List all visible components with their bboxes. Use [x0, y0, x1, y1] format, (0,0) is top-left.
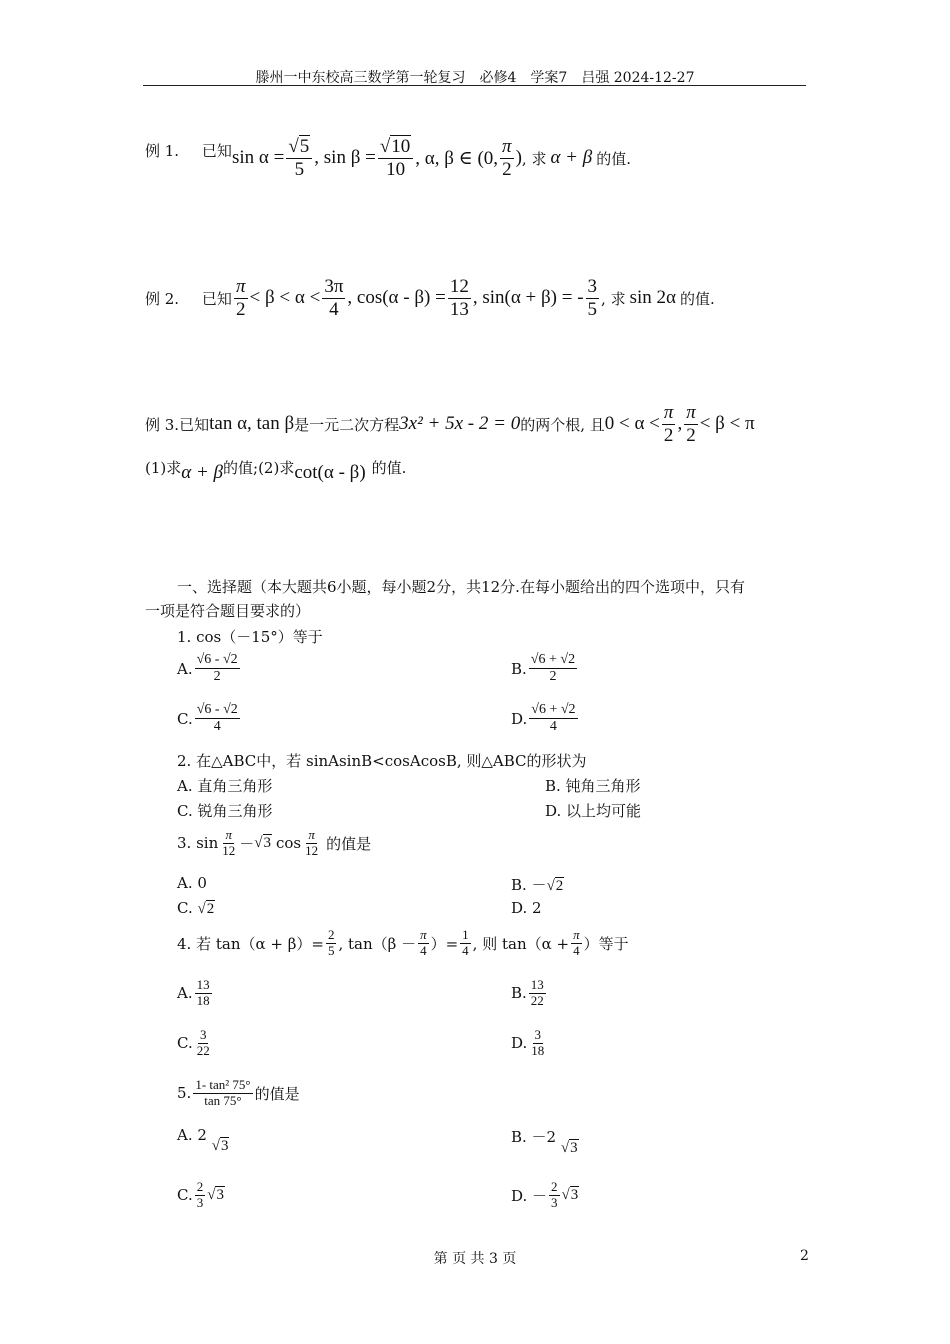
frac-num: π: [573, 927, 580, 942]
frac-den: 5: [294, 158, 305, 180]
option-label: C.: [177, 1186, 193, 1205]
frac-den: 2: [663, 424, 674, 446]
radicand: 3: [263, 834, 271, 851]
q5-option-b: B. －2 √3: [511, 1128, 578, 1156]
is-roots-text: 是一元二次方程: [294, 415, 400, 434]
frac-den: 18: [196, 992, 210, 1008]
target-expr: α + β: [181, 462, 224, 483]
radicand: 3: [220, 1138, 229, 1154]
example-label: 例 1.: [145, 142, 180, 160]
option-label: B. －2: [511, 1128, 557, 1146]
frac-den: 12: [222, 842, 236, 858]
stem-text: 的值是: [326, 834, 372, 853]
question-3-stem: 3. sin $\frac{\pi}{12}$ － √3 cos $\frac{\pi}{12}$ 的值是: [177, 827, 372, 858]
frac-num: 6 + √2: [538, 652, 576, 667]
question-text: (1)求: [145, 458, 182, 477]
frac-den: tan 75°: [204, 1092, 242, 1108]
formula-part: , cos(α - β) =: [347, 287, 446, 309]
formula-part: < β < α <: [249, 287, 321, 309]
formula-part: , sin β =: [314, 147, 376, 169]
q4-option-d: [511, 1028, 548, 1059]
frac-num: 3π: [324, 276, 344, 297]
frac-num: 3: [587, 276, 598, 297]
frac-den: 5: [587, 298, 598, 320]
option-label: C.: [177, 709, 193, 728]
page-header: 滕州一中东校高三数学第一轮复习 必修4 学案7 吕强 2024-12-27: [255, 70, 695, 86]
option-label: C.: [177, 1034, 193, 1053]
target-expr: sin 2α: [629, 287, 676, 309]
page-footer: 第 页 共 3 页: [433, 1251, 517, 1267]
stem-text: 5.: [177, 1084, 192, 1103]
frac-num: π: [236, 276, 246, 297]
q3-option-c: C. √2: [177, 899, 215, 917]
stem-text: 4. 若 tan（α + β）=: [177, 934, 324, 953]
example-1-formula: sin α = $\frac{√5}{5}$ , sin β = $\frac{√10}{10}$ , α, β ∈ (0, $\frac{\pi}{2}$ ) , 求 α + β 的值.: [232, 136, 631, 180]
frac-den: 2: [213, 669, 221, 685]
formula-part: , α, β ∈ (0,: [415, 147, 499, 169]
stem-text: 的值是: [254, 1084, 300, 1103]
frac-num: 3: [534, 1027, 542, 1042]
header-rule: [143, 85, 806, 86]
q3-option-a: A. 0: [177, 874, 207, 892]
option-label: B.: [511, 659, 527, 678]
frac-den: 2: [549, 669, 557, 685]
frac-den: 4: [549, 719, 557, 735]
stem-text: cos: [276, 834, 302, 853]
frac-den: 18: [531, 1042, 545, 1058]
frac-num: 2: [196, 1179, 204, 1194]
frac-num: 13: [530, 977, 544, 992]
frac-den: 2: [502, 158, 512, 180]
frac-den: 2: [236, 298, 246, 320]
example-3: [145, 402, 755, 447]
question-1-stem: 1. cos（－15°）等于: [177, 628, 323, 646]
frac-num: 2: [551, 1179, 558, 1194]
frac-num: 6 - √2: [204, 652, 238, 667]
frac-den: 12: [305, 842, 319, 858]
frac-den: 4: [213, 719, 221, 735]
page-number: 2: [800, 1248, 809, 1264]
frac-den: 2: [686, 424, 696, 446]
option-label: A. 2: [177, 1126, 207, 1144]
question-text: 的值;(2)求: [223, 458, 295, 477]
stem-text: , tan（β －: [338, 934, 417, 953]
frac-num: π: [686, 402, 696, 423]
frac-den: 3: [196, 1194, 204, 1210]
option-label: C.: [177, 899, 193, 917]
frac-den: 22: [196, 1042, 210, 1058]
given-text: 已知: [201, 142, 232, 160]
radicand: 3: [570, 1140, 578, 1156]
q3-option-d: D. 2: [511, 899, 542, 917]
question-5-stem: [177, 1078, 300, 1109]
stem-text: ）等于: [583, 934, 629, 953]
frac-num: π: [308, 827, 315, 842]
radicand: 2: [555, 878, 564, 894]
frac-num: 6 - √2: [204, 702, 238, 717]
formula-part: ): [515, 147, 522, 169]
ask-text: , 求: [601, 289, 626, 308]
example-1: [145, 140, 232, 161]
target-expr: cot(α - β): [294, 462, 366, 483]
example-2-formula: [232, 276, 715, 321]
radicand: 3: [216, 1186, 224, 1203]
stem-text: , 则 tan（α +: [472, 934, 570, 953]
frac-num: π: [663, 402, 674, 423]
q1-option-d: D. $\frac{√6 + √2}{4}$: [511, 702, 576, 735]
example-3-questions: [145, 450, 406, 484]
frac-den: 3: [551, 1194, 558, 1210]
option-label: B. －: [511, 876, 547, 894]
condition-1: 0 < α <: [604, 413, 660, 435]
frac-num: 1- tan² 75°: [195, 1077, 251, 1092]
radicand: 3: [570, 1186, 579, 1203]
q4-option-a: [177, 978, 214, 1009]
question-2-stem: 2. 在△ABC中，若 sinAsinB<cosAcosB, 则△ABC的形状为: [177, 752, 587, 770]
q1-option-a: A. $\frac{√6 - √2}{2}$: [177, 652, 238, 685]
q2-option-d: D. 以上均可能: [545, 802, 642, 820]
formula-part: , sin(α + β) = -: [472, 287, 584, 309]
q2-option-c: C. 锐角三角形: [177, 802, 273, 820]
frac-den: 4: [420, 942, 427, 958]
question-4-stem: [177, 928, 629, 959]
q1-option-b: B. $\frac{√6 + √2}{2}$: [511, 652, 576, 685]
frac-num: 10: [391, 136, 411, 157]
frac-num: 13: [196, 977, 210, 992]
q5-option-d: D. － $\frac{2}{3}$ √3: [511, 1179, 579, 1210]
option-label: B.: [511, 984, 527, 1003]
tail-text: 的值.: [596, 149, 631, 168]
frac-num: 12: [449, 276, 469, 297]
option-label: A.: [177, 984, 193, 1003]
two-roots-text: 的两个根, 且: [520, 415, 605, 434]
equation: 3x² + 5x - 2 = 0: [399, 413, 521, 435]
option-label: A.: [177, 659, 193, 678]
frac-num: π: [502, 136, 512, 157]
stem-text: －: [239, 834, 255, 853]
frac-den: 4: [573, 942, 580, 958]
radicand: 2: [206, 901, 215, 917]
option-label: D.: [511, 1034, 528, 1053]
q1-option-c: C. $\frac{√6 - √2}{4}$: [177, 702, 238, 735]
frac-den: 4: [329, 298, 339, 320]
stem-text: 3. sin: [177, 834, 219, 853]
target-expr: α + β: [550, 147, 593, 169]
q4-option-c: [177, 1028, 214, 1059]
question-text: 的值.: [371, 458, 407, 477]
q2-option-b: B. 钝角三角形: [545, 777, 641, 795]
tail-text: 的值.: [679, 289, 715, 308]
option-label: D.: [511, 709, 528, 728]
given-text: 已知: [201, 290, 232, 308]
example-label: 例 2.: [145, 290, 180, 308]
q3-option-b: B. －√2: [511, 876, 564, 894]
frac-den: 22: [530, 992, 544, 1008]
example-2: [145, 288, 232, 309]
frac-den: 13: [449, 298, 469, 320]
given-text: 已知: [179, 415, 210, 434]
formula-part: ,: [677, 413, 683, 435]
q4-option-b: [511, 978, 548, 1009]
frac-num: 1: [462, 927, 469, 942]
ask-text: , 求: [521, 149, 547, 168]
q2-option-a: A. 直角三角形: [177, 777, 273, 795]
frac-num: 6 + √2: [538, 702, 576, 717]
formula-part: sin α =: [232, 147, 285, 169]
option-label: D. －: [511, 1186, 548, 1205]
tan-expr: tan α, tan β: [209, 413, 295, 435]
q5-option-a: A. 2 √3: [177, 1126, 229, 1154]
section-intro-cont: 一项是符合题目要求的）: [145, 602, 311, 620]
frac-num: 5: [299, 136, 310, 157]
frac-num: π: [225, 827, 232, 842]
q5-option-c: C. $\frac{2}{3}$ √3: [177, 1179, 224, 1210]
condition-2: < β < π: [699, 413, 755, 435]
frac-num: 3: [199, 1027, 207, 1042]
section-intro: 一、选择题（本大题共6小题，每小题2分，共12分.在每小题给出的四个选项中，只有: [177, 578, 745, 596]
stem-text: ）=: [430, 934, 459, 953]
frac-den: 5: [327, 942, 335, 958]
frac-num: π: [420, 927, 427, 942]
example-label: 例 3.: [145, 415, 180, 434]
frac-den: 10: [386, 158, 406, 180]
frac-den: 4: [462, 942, 469, 958]
frac-num: 2: [327, 927, 335, 942]
